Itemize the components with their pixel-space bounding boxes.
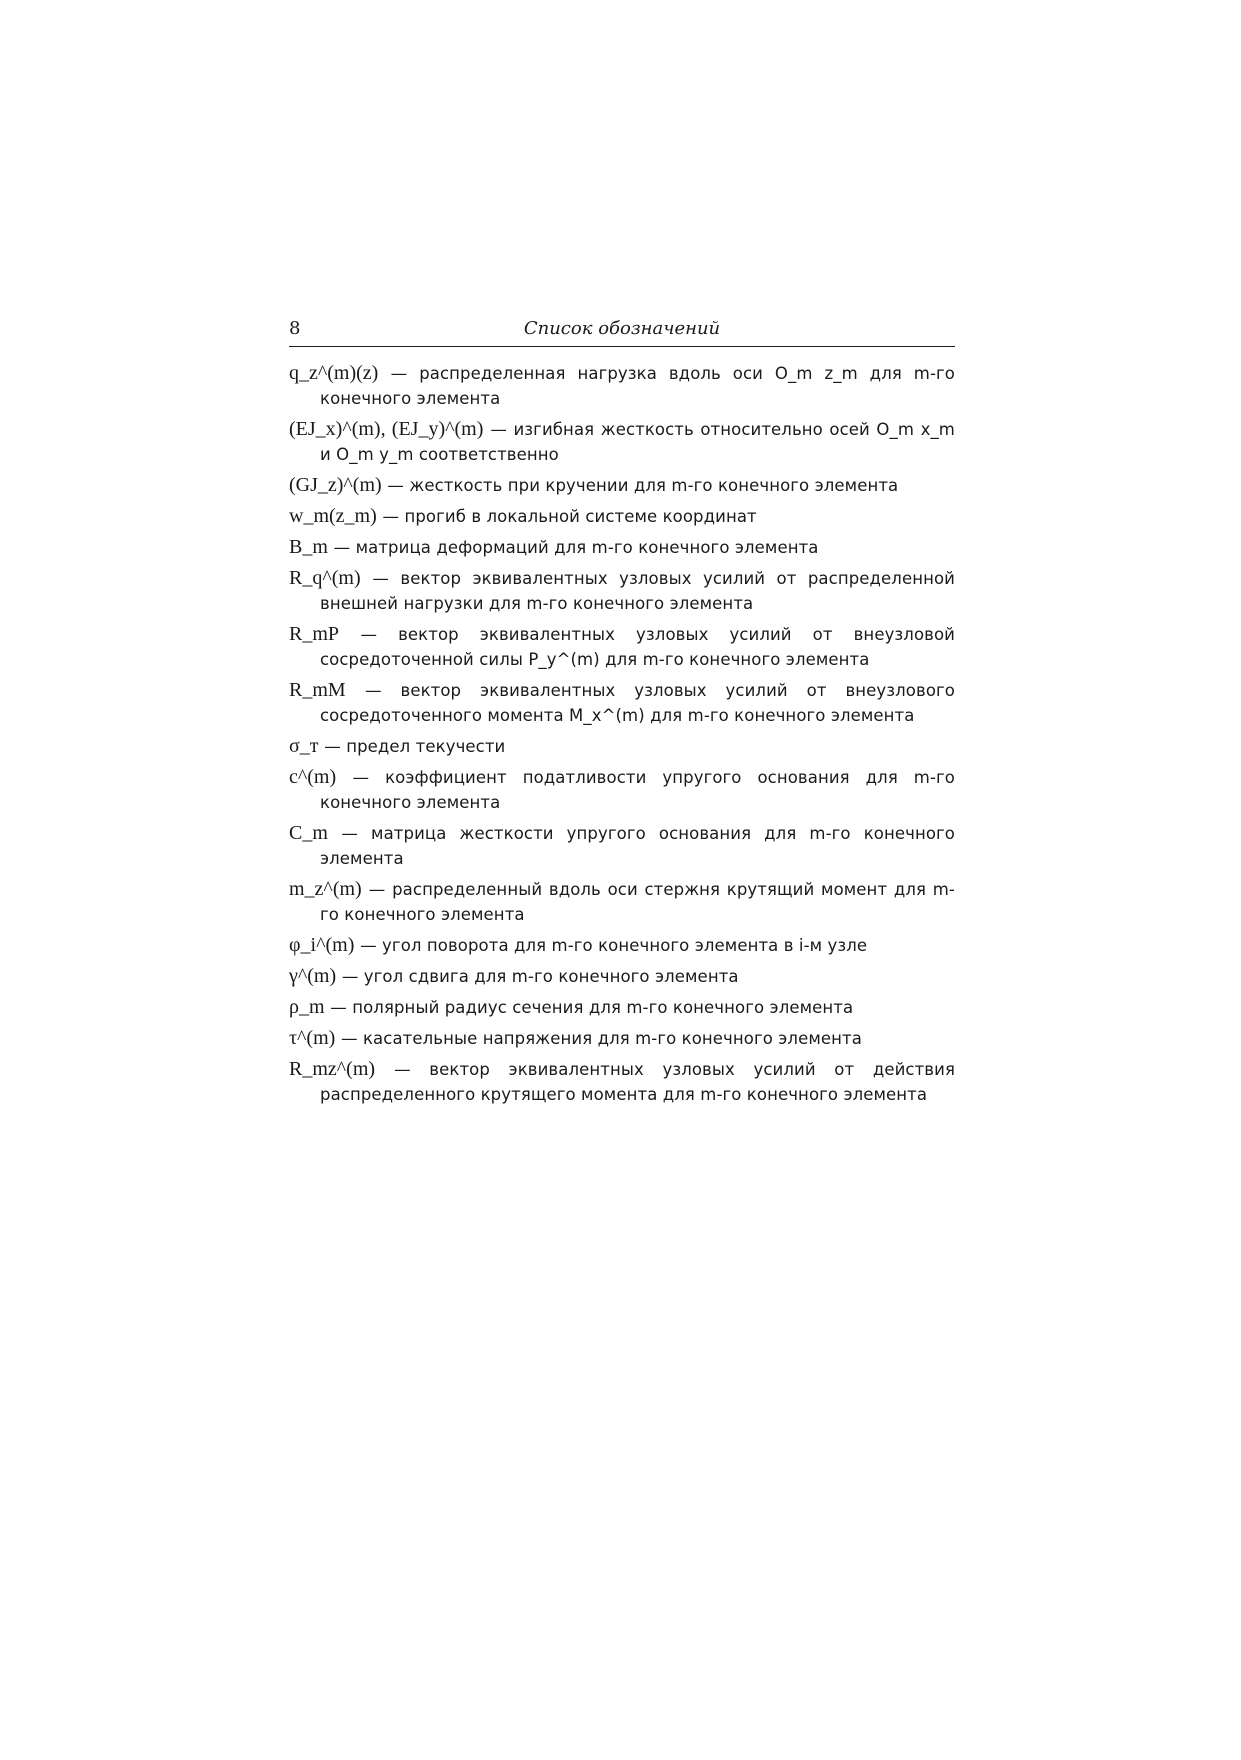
notation-symbol: σ_т xyxy=(289,735,319,757)
notation-description: — вектор эквивалентных узловых усилий от внеузловой сосредоточенной силы P_y^(m) для m-го конечного элемента xyxy=(320,625,955,669)
notation-description: — вектор эквивалентных узловых усилий от действия распределенного крутящего момента для m-го конечного элемента xyxy=(320,1060,955,1104)
notation-description: — предел текучести xyxy=(324,737,506,756)
notation-entry xyxy=(289,1057,955,1107)
notation-entry xyxy=(289,622,955,672)
notation-description: — вектор эквивалентных узловых усилий от внеузлового сосредоточенного момента M_x^(m) для m-го конечного элемента xyxy=(320,681,955,725)
notation-symbol: w_m(z_m) xyxy=(289,505,377,527)
notation-symbol: R_mP xyxy=(289,623,340,645)
notation-description: — распределенный вдоль оси стержня крутящий момент для m-го конечного элемента xyxy=(320,880,955,924)
notation-entry xyxy=(289,678,955,728)
notation-entry xyxy=(289,734,955,759)
notation-entry xyxy=(289,821,955,871)
notation-description: — распределенная нагрузка вдоль оси O_m z_m для m-го конечного элемента xyxy=(320,364,955,408)
notation-entry xyxy=(289,964,955,989)
notation-description: — угол сдвига для m-го конечного элемента xyxy=(341,967,739,986)
running-title: Список обозначений xyxy=(523,318,721,339)
page-number: 8 xyxy=(289,318,301,339)
notation-symbol: R_mz^(m) xyxy=(289,1058,376,1080)
notation-description: — матрица жесткости упругого основания для m-го конечного элемента xyxy=(320,824,955,868)
notation-description: — жесткость при кручении для m-го конечного элемента xyxy=(387,476,899,495)
notation-description: — вектор эквивалентных узловых усилий от распределенной внешней нагрузки для m-го конечного элемента xyxy=(320,569,955,613)
notation-description: — коэффициент податливости упругого основания для m-го конечного элемента xyxy=(320,768,955,812)
notation-entry xyxy=(289,566,955,616)
notation-description: — прогиб в локальной системе координат xyxy=(382,507,757,526)
header-rule xyxy=(289,346,955,347)
notation-symbol: γ^(m) xyxy=(289,965,337,987)
notation-entry xyxy=(289,473,955,498)
notation-symbol: R_mM xyxy=(289,679,346,701)
notation-symbol: R_q^(m) xyxy=(289,567,361,589)
notation-symbol: m_z^(m) xyxy=(289,878,362,900)
notation-description: — угол поворота для m-го конечного элемента в i-м узле xyxy=(360,936,868,955)
notation-description: — матрица деформаций для m-го конечного элемента xyxy=(333,538,819,557)
notation-description: — полярный радиус сечения для m-го конечного элемента xyxy=(330,998,854,1017)
notation-entry xyxy=(289,504,955,529)
notation-entry xyxy=(289,765,955,815)
page-header xyxy=(289,318,955,344)
notation-symbol: ρ_m xyxy=(289,996,325,1018)
notation-entry xyxy=(289,417,955,467)
notation-list xyxy=(289,361,955,1107)
notation-entry xyxy=(289,361,955,411)
document-page xyxy=(289,318,955,1113)
notation-entry xyxy=(289,535,955,560)
notation-entry xyxy=(289,995,955,1020)
notation-symbol: B_m xyxy=(289,536,328,558)
notation-symbol: q_z^(m)(z) xyxy=(289,362,379,384)
notation-entry xyxy=(289,1026,955,1051)
notation-symbol: (GJ_z)^(m) xyxy=(289,474,382,496)
notation-entry xyxy=(289,933,955,958)
notation-symbol: (EJ_x)^(m), (EJ_y)^(m) xyxy=(289,418,484,440)
notation-symbol: C_m xyxy=(289,822,328,844)
notation-symbol: φ_i^(m) xyxy=(289,934,355,956)
notation-description: — касательные напряжения для m-го конечного элемента xyxy=(341,1029,862,1048)
notation-entry xyxy=(289,877,955,927)
notation-symbol: c^(m) xyxy=(289,766,337,788)
notation-symbol: τ^(m) xyxy=(289,1027,336,1049)
notation-description: — изгибная жесткость относительно осей O_m x_m и O_m y_m соответственно xyxy=(320,420,955,464)
